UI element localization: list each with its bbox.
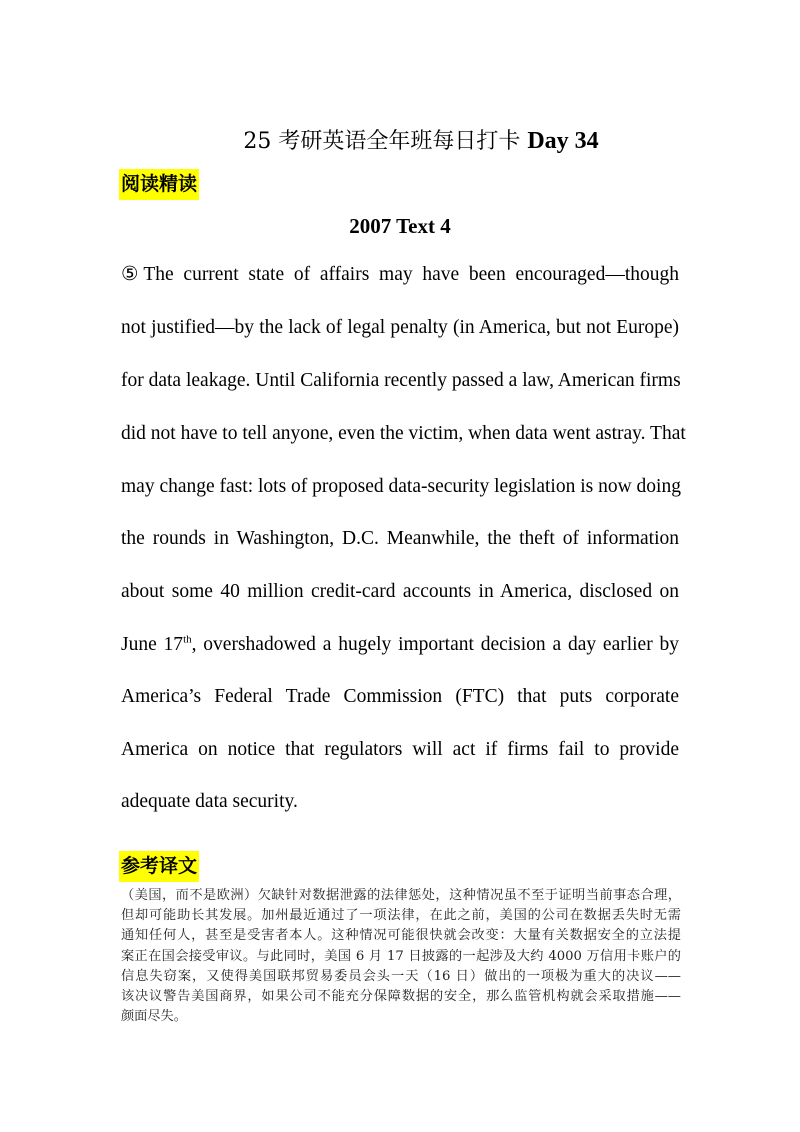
title-day: Day 34	[527, 128, 599, 154]
translation-line: 信息失窃案，又使得美国联邦贸易委员会头一天（16 日）做出的一项极为重大的决议——	[121, 968, 681, 984]
translation-section-label: 参考译文	[119, 851, 199, 882]
translation-line: 案正在国会接受审议。与此同时，美国 6 月 17 日披露的一起涉及大约 4000 万信用卡账户的	[121, 948, 681, 964]
passage-line: not justified—by the lack of legal penalty (in America, but not Europe)	[121, 317, 679, 338]
passage-line: adequate data security.	[121, 791, 298, 812]
passage-line	[121, 633, 679, 657]
title-prefix: 25 考研英语全年班每日打卡	[243, 129, 521, 154]
translation-line: 通知任何人，甚至是受害者本人。这种情况可能很快就会改变：大量有关数据安全的立法提	[121, 928, 681, 944]
passage-line: about some 40 million credit-card accounts in America, disclosed on	[121, 581, 679, 602]
translation-line: 该决议警告美国商界，如果公司不能充分保障数据的安全，那么监管机构就会采取措施——	[121, 989, 681, 1005]
passage-line: ⑤The current state of affairs may have been encouraged—though	[121, 264, 679, 285]
passage-line: America’s Federal Trade Commission (FTC) that puts corporate	[121, 686, 679, 707]
passage-line: for data leakage. Until California recently passed a law, American firms	[121, 370, 681, 391]
passage-line: America on notice that regulators will act if firms fail to provide	[121, 739, 679, 760]
translation-paragraph	[121, 886, 681, 1027]
passage-heading: 2007 Text 4	[349, 214, 451, 238]
translation-line: 但却可能助长其发展。加州最近通过了一项法律，在此之前，美国的公司在数据丢失时无需	[121, 908, 681, 924]
reading-section-label: 阅读精读	[119, 169, 199, 200]
passage-line-8-end: , overshadowed a hugely important decision a day earlier by	[191, 634, 680, 655]
passage-line: did not have to tell anyone, even the victim, when data went astray. That	[121, 423, 686, 444]
passage-line-8-start: June 17	[121, 634, 184, 655]
translation-line: 颜面尽失。	[121, 1009, 187, 1025]
passage-line: may change fast: lots of proposed data-security legislation is now doing	[121, 476, 681, 497]
translation-line: （美国，而不是欧洲）欠缺针对数据泄露的法律惩处，这种情况虽不至于证明当前事态合理，	[121, 888, 681, 903]
page-title	[0, 124, 800, 155]
passage-line: the rounds in Washington, D.C. Meanwhile, the theft of information	[121, 528, 679, 549]
ordinal-superscript: th	[183, 633, 192, 646]
